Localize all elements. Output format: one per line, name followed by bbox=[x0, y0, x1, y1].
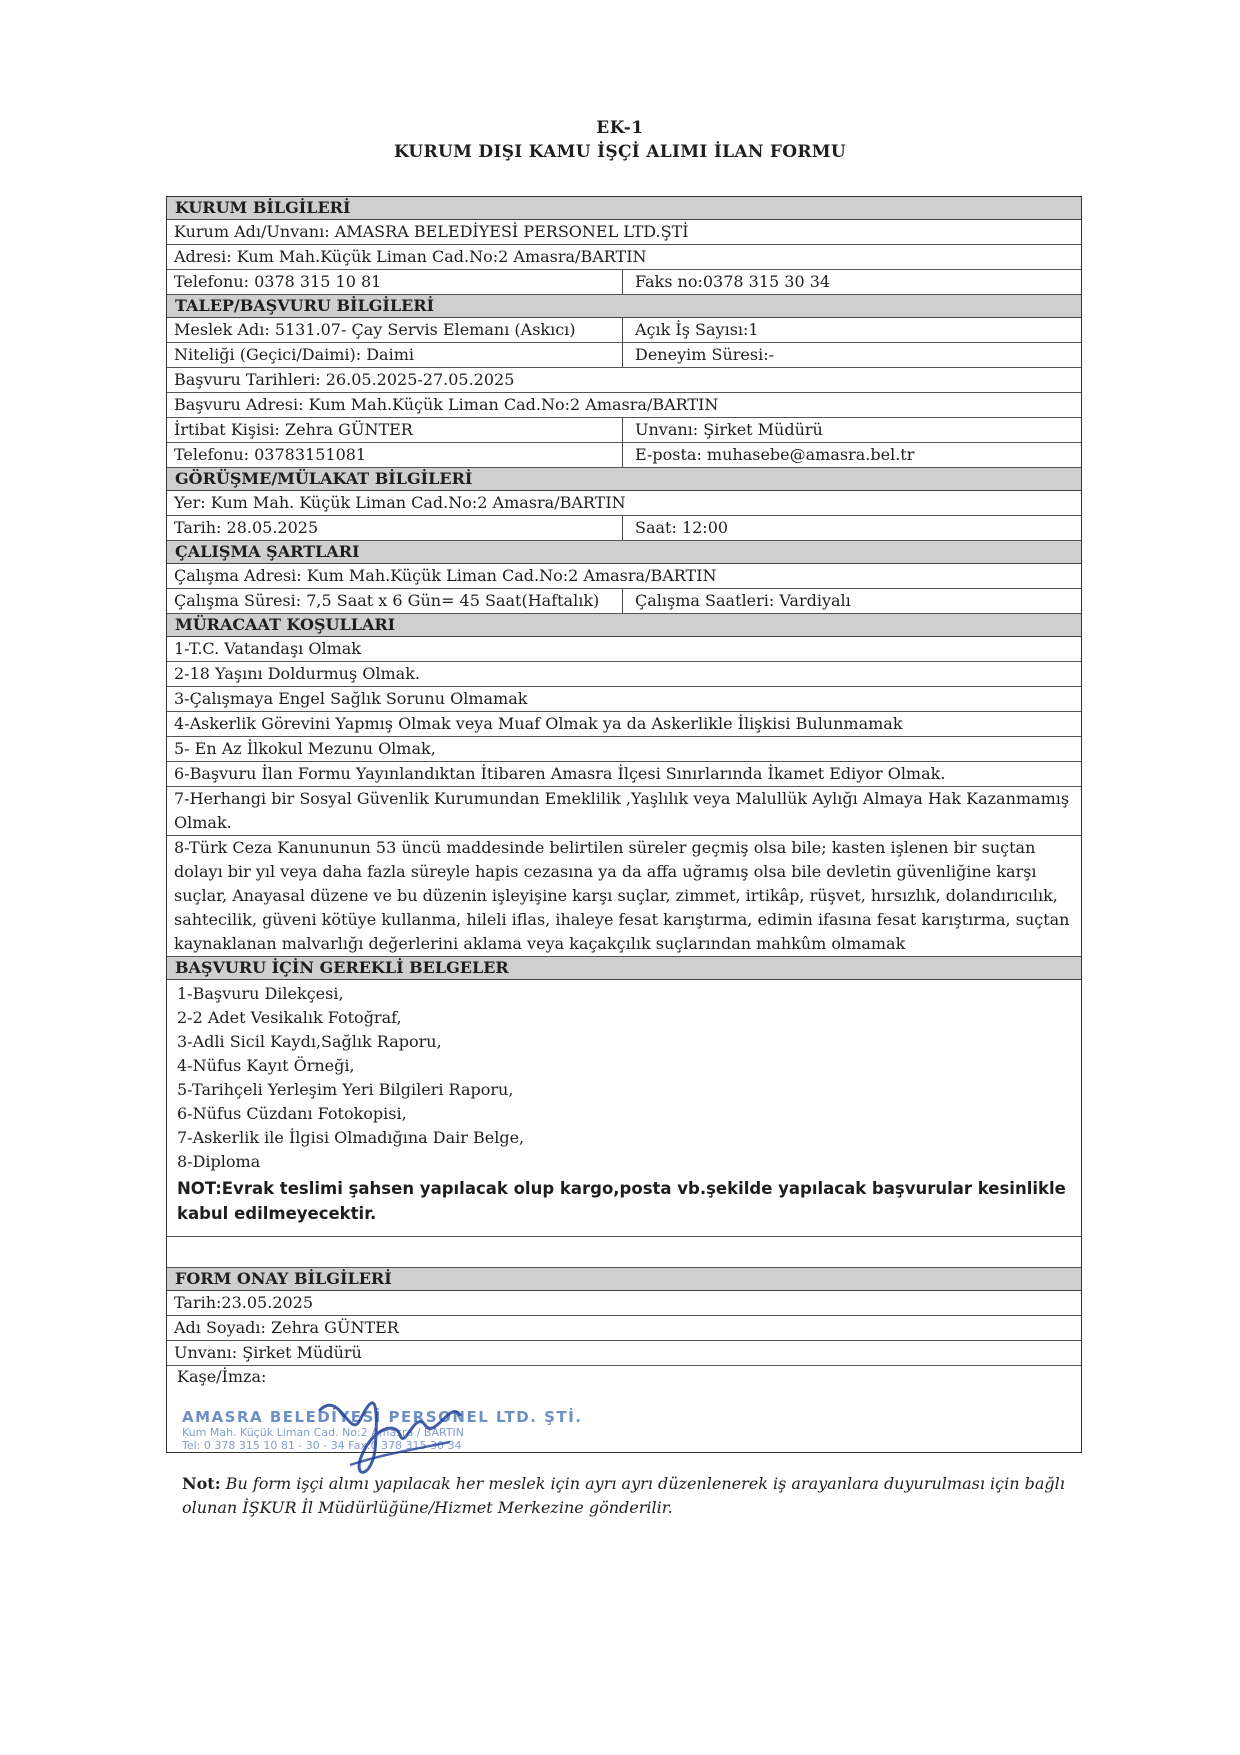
row-basvuru-adresi bbox=[167, 393, 1081, 418]
acik-is-sayisi: Açık İş Sayısı:1 bbox=[635, 320, 759, 339]
basvuru-adresi: Başvuru Adresi: Kum Mah.Küçük Liman Cad.No:2 Amasra/BARTIN bbox=[174, 395, 719, 414]
section-muracaat: MÜRACAAT KOŞULLARI bbox=[167, 614, 1081, 637]
row-kurum-address bbox=[167, 245, 1081, 270]
muracaat-item: 2-18 Yaşını Doldurmuş Olmak. bbox=[167, 662, 1081, 687]
kurum-fax: Faks no:0378 315 30 34 bbox=[635, 272, 831, 291]
section-gorusme: GÖRÜŞME/MÜLAKAT BİLGİLERİ bbox=[167, 468, 1081, 491]
row-onay-adsoyad bbox=[167, 1316, 1081, 1341]
row-calisma-adres bbox=[167, 564, 1081, 589]
basvuru-tarihleri: Başvuru Tarihleri: 26.05.2025-27.05.2025 bbox=[174, 370, 515, 389]
nitelik: Niteliği (Geçici/Daimi): Daimi bbox=[167, 343, 623, 367]
section-belgeler: BAŞVURU İÇİN GEREKLİ BELGELER bbox=[167, 957, 1081, 980]
meslek-adi: Meslek Adı: 5131.07- Çay Servis Elemanı (Askıcı) bbox=[167, 318, 623, 342]
row-gorusme-yer bbox=[167, 491, 1081, 516]
gorusme-saat: Saat: 12:00 bbox=[635, 518, 729, 537]
footer-note-label: Not: bbox=[182, 1474, 221, 1493]
row-irtibat bbox=[167, 418, 1081, 443]
belge-item: 2-2 Adet Vesikalık Fotoğraf, bbox=[177, 1008, 402, 1027]
onay-tarih: Tarih:23.05.2025 bbox=[174, 1293, 314, 1312]
row-meslek bbox=[167, 318, 1081, 343]
row-gorusme-zaman bbox=[167, 516, 1081, 541]
muracaat-item: 4-Askerlik Görevini Yapmış Olmak veya Muaf Olmak ya da Askerlikle İlişkisi Bulunmamak bbox=[167, 712, 1081, 737]
belge-item: 5-Tarihçeli Yerleşim Yeri Bilgileri Raporu, bbox=[177, 1080, 514, 1099]
muracaat-item: 3-Çalışmaya Engel Sağlık Sorunu Olmamak bbox=[167, 687, 1081, 712]
deneyim-suresi: Deneyim Süresi:- bbox=[635, 345, 774, 364]
belge-item: 4-Nüfus Kayıt Örneği, bbox=[177, 1056, 355, 1075]
onay-unvan: Unvanı: Şirket Müdürü bbox=[174, 1343, 362, 1362]
row-basvuru-tarihleri bbox=[167, 368, 1081, 393]
belge-item: 1-Başvuru Dilekçesi, bbox=[177, 984, 344, 1003]
muracaat-item: 8-Türk Ceza Kanununun 53 üncü maddesinde belirtilen süreler geçmiş olsa bile; kasten işlenen bir suçtan dolayı bir yıl veya daha fazla süreyle hapis cezasına ya da affa uğramış olsa bile devletin güvenliğine karşı suçlar, Anayasal düzene ve bu düzenin işleyişine karşı suçlar, zimmet, irtikâp, rüşvet, hırsızlık, dolandırıcılık, sahtecilik, güveni kötüye kullanma, hileli iflas, ihaleye fesat karıştırma, edimin ifasına fesat karıştırma, suçtan kaynaklanan malvarlığı değerlerini aklama veya kaçakçılık suçlarından mahkûm olmamak bbox=[167, 836, 1081, 957]
footer-note-text: Bu form işçi alımı yapılacak her meslek için ayrı ayrı düzenlenerek iş arayanlara duyurulması için bağlı olunan İŞKUR İl Müdürlüğüne/Hizmet Merkezine gönderilir. bbox=[182, 1474, 1065, 1517]
row-kurum-contact bbox=[167, 270, 1081, 295]
muracaat-item: 7-Herhangi bir Sosyal Güvenlik Kurumundan Emeklilik ,Yaşlılık veya Malullük Aylığı Almaya Hak Kazanmamış Olmak. bbox=[167, 787, 1081, 836]
row-nitelik bbox=[167, 343, 1081, 368]
row-onay-tarih bbox=[167, 1291, 1081, 1316]
stamp-company-name: AMASRA BELEDİYESİ PERSONEL LTD. ŞTİ. bbox=[182, 1408, 583, 1426]
irtibat-kisisi: İrtibat Kişisi: Zehra GÜNTER bbox=[167, 418, 623, 442]
blank-spacer bbox=[167, 1237, 1081, 1268]
calisma-suresi: Çalışma Süresi: 7,5 Saat x 6 Gün= 45 Saat(Haftalık) bbox=[167, 589, 623, 613]
onay-adsoyad: Adı Soyadı: Zehra GÜNTER bbox=[174, 1318, 399, 1337]
stamp-phone: Tel: 0 378 315 10 81 - 30 - 34 Fax:0 378 315 30 34 bbox=[182, 1439, 462, 1452]
row-onay-unvan bbox=[167, 1341, 1081, 1366]
belge-item: 3-Adli Sicil Kaydı,Sağlık Raporu, bbox=[177, 1032, 442, 1051]
belgeler-note: NOT:Evrak teslimi şahsen yapılacak olup kargo,posta vb.şekilde yapılacak başvurular kesinlikle kabul edilmeyecektir. bbox=[167, 1174, 1081, 1237]
irtibat-eposta: E-posta: muhasebe@amasra.bel.tr bbox=[635, 445, 915, 464]
document-title: KURUM DIŞI KAMU İŞÇİ ALIMI İLAN FORMU bbox=[393, 142, 847, 162]
kurum-name: Kurum Adı/Unvanı: AMASRA BELEDİYESİ PERSONEL LTD.ŞTİ bbox=[174, 222, 689, 241]
row-irtibat-contact bbox=[167, 443, 1081, 468]
gorusme-tarih: Tarih: 28.05.2025 bbox=[167, 516, 623, 540]
stamp-address: Kum Mah. Küçük Liman Cad. No:2 Amasra / BARTIN bbox=[182, 1426, 465, 1439]
gorusme-yer: Yer: Kum Mah. Küçük Liman Cad.No:2 Amasra/BARTIN bbox=[174, 493, 626, 512]
irtibat-telefon: Telefonu: 03783151081 bbox=[167, 443, 623, 467]
irtibat-unvan: Unvanı: Şirket Müdürü bbox=[635, 420, 823, 439]
muracaat-item: 1-T.C. Vatandaşı Olmak bbox=[167, 637, 1081, 662]
section-talep: TALEP/BAŞVURU BİLGİLERİ bbox=[167, 295, 1081, 318]
muracaat-item: 6-Başvuru İlan Formu Yayınlandıktan İtibaren Amasra İlçesi Sınırlarında İkamet Ediyor Olmak. bbox=[167, 762, 1081, 787]
section-kurum: KURUM BİLGİLERİ bbox=[167, 197, 1081, 220]
section-calisma: ÇALIŞMA ŞARTLARI bbox=[167, 541, 1081, 564]
belgeler-list bbox=[167, 980, 1081, 1174]
kurum-address: Adresi: Kum Mah.Küçük Liman Cad.No:2 Amasra/BARTIN bbox=[174, 247, 647, 266]
muracaat-item: 5- En Az İlkokul Mezunu Olmak, bbox=[167, 737, 1081, 762]
belge-item: 8-Diploma bbox=[177, 1152, 261, 1171]
document-code: EK-1 bbox=[596, 118, 644, 138]
belge-item: 6-Nüfus Cüzdanı Fotokopisi, bbox=[177, 1104, 407, 1123]
section-onay: FORM ONAY BİLGİLERİ bbox=[167, 1268, 1081, 1291]
belge-item: 7-Askerlik ile İlgisi Olmadığına Dair Belge, bbox=[177, 1128, 525, 1147]
kase-imza-label: Kaşe/İmza: bbox=[177, 1367, 267, 1386]
row-calisma-sure bbox=[167, 589, 1081, 614]
calisma-adresi: Çalışma Adresi: Kum Mah.Küçük Liman Cad.No:2 Amasra/BARTIN bbox=[174, 566, 717, 585]
footer-note bbox=[182, 1472, 1102, 1520]
announcement-form bbox=[166, 196, 1082, 1453]
calisma-saatleri: Çalışma Saatleri: Vardiyalı bbox=[635, 591, 851, 610]
row-kurum-name bbox=[167, 220, 1081, 245]
kurum-phone: Telefonu: 0378 315 10 81 bbox=[167, 270, 623, 294]
